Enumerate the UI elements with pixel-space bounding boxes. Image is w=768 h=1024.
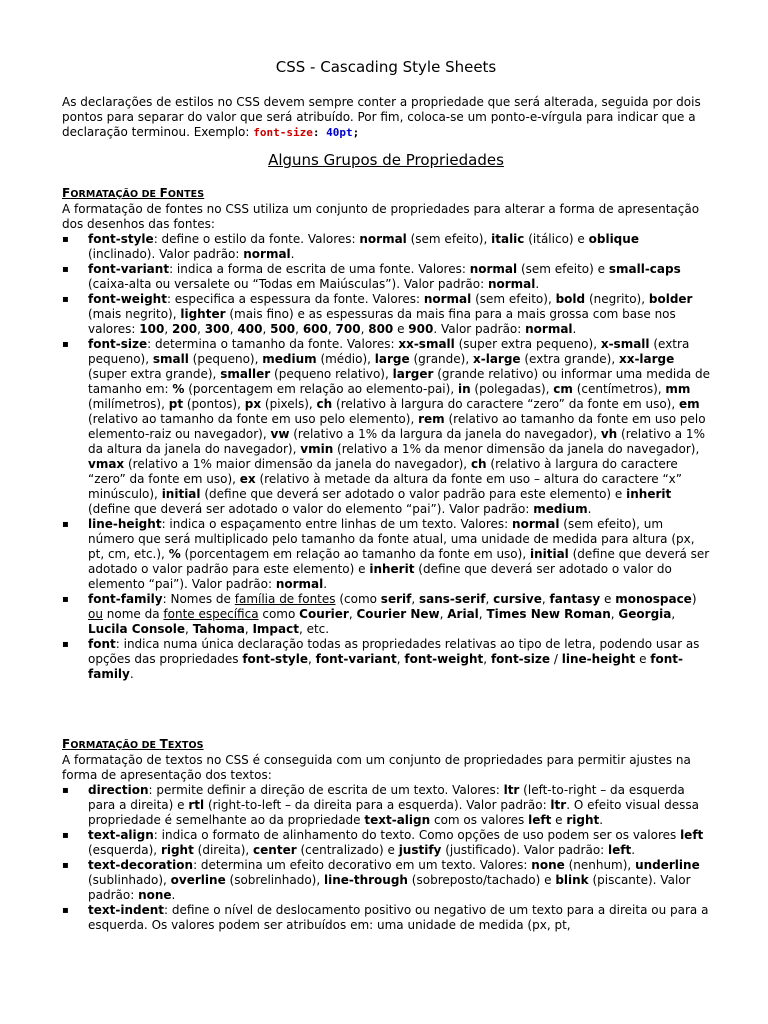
fonts-section-heading (62, 186, 710, 202)
bullet-icon: ▪ (62, 785, 69, 796)
texts-section-heading (62, 737, 710, 753)
fonts-section-intro: A formatação de fontes no CSS utiliza um conjunto de propriedades para alterar a forma de apresentação dos desenhos das fontes: (62, 202, 700, 231)
code-semicolon: ; (352, 126, 360, 139)
heading-initial: F (62, 737, 71, 751)
bullet-icon: ▪ (62, 339, 69, 350)
code-colon: : (312, 126, 320, 139)
code-property: font-size (253, 126, 313, 139)
list-item-direction: ▪ direction: permite definir a direção de escrita de um texto. Valores: ltr (left-to-right – da esquerda para a direita) e rtl (right-to-left – da direita para a esquerda). Valor padrão: ltr. O efeito visual dessa propriedade é semelhante ao da propriedade text-align com os valores left e right. (62, 783, 699, 827)
bullet-icon: ▪ (62, 519, 69, 530)
list-item-font-variant: ▪ font-variant: indica a forma de escrita de uma fonte. Valores: normal (sem efeito) e small-caps (caixa-alta ou versalete ou “Todas em Maiúsculas”). Valor padrão: normal. (62, 262, 681, 291)
bullet-icon: ▪ (62, 830, 69, 841)
bullet-icon: ▪ (62, 294, 69, 305)
code-example (253, 126, 359, 139)
bullet-icon: ▪ (62, 860, 69, 871)
texts-section (62, 737, 710, 933)
intro-text: As declarações de estilos no CSS devem sempre conter a propriedade que será alterada, seguida por dois pontos para separar do valor que será atribuído. Por fim, coloca-se um ponto-e-vírgula para indicar que a declaração terminou. Exemplo: (62, 95, 701, 139)
list-item-font-family: ▪ font-family: Nomes de família de fontes (como serif, sans-serif, cursive, fantasy e monospace) ou nome da fonte específica como Courier, Courier New, Arial, Times New Roman, Georgia, Lucila Console, Tahoma, Impact, etc. (62, 592, 697, 636)
list-item-text-indent: ▪ text-indent: define o nível de deslocamento positivo ou negativo de um texto para a direita ou para a esquerda. Os valores podem ser atribuídos em: uma unidade de medida (px, pt, (62, 903, 709, 932)
fonts-property-list (62, 232, 710, 682)
fonts-section (62, 186, 710, 682)
code-value: 40pt (326, 126, 353, 139)
heading-smallcaps: ORMATAÇÃO DE (70, 740, 160, 751)
list-item-font-size: ▪ font-size: determina o tamanho da fonte. Valores: xx-small (super extra pequeno), x-small (extra pequeno), small (pequeno), medium (médio), large (grande), x-large (extra grande), xx-large (super extra grande), smaller (pequeno relativo), larger (grande relativo) ou informar uma medida de tamanho em: % (porcentagem em relação ao elemento-pai), in (polegadas), cm (centímetros), mm (milímetros), pt (pontos), px (pixels), ch (relativo à largura do caractere “zero” da fonte em uso), em (relativo ao tamanho da fonte em uso pelo elemento), rem (relativo ao tamanho da fonte em uso pelo elemento-raiz ou navegador), vw (relativo a 1% da largura da janela do navegador), vh (relativo a 1% da altura da janela do navegador), vmin (relativo a 1% da menor dimensão da janela do navegador), vmax (relativo a 1% maior dimensão da janela do navegador), ch (relativo à largura do caractere “zero” da fonte em uso), ex (relativo à metade da altura da fonte em uso – altura do caractere “x” minúsculo), initial (define que deverá ser adotado o valor padrão para este elemento) e inherit (define que deverá ser adotado o valor do elemento “pai”). Valor padrão: medium. (62, 337, 710, 516)
list-item-font-style: ▪ font-style: define o estilo da fonte. Valores: normal (sem efeito), italic (itálico) e oblique (inclinado). Valor padrão: normal. (62, 232, 639, 261)
heading-smallcaps: ORMATAÇÃO DE (70, 189, 160, 200)
heading-smallcaps: ONTES (167, 189, 205, 200)
heading-smallcaps: EXTOS (167, 740, 204, 751)
bullet-icon: ▪ (62, 594, 69, 605)
list-item-text-align: ▪ text-align: indica o formato de alinhamento do texto. Como opções de uso podem ser os valores left (esquerda), right (direita), center (centralizado) e justify (justificado). Valor padrão: left. (62, 828, 704, 857)
list-item-line-height: ▪ line-height: indica o espaçamento entre linhas de um texto. Valores: normal (sem efeito), um número que será multiplicado pelo tamanho da fonte atual, uma unidade de medida para altura (px, pt, cm, etc.), % (porcentagem em relação ao tamanho da fonte em uso), initial (define que deverá ser adotado o valor padrão para este elemento) e inherit (define que deverá ser adotado o valor do elemento “pai”). Valor padrão: normal. (62, 517, 710, 591)
heading-initial: F (62, 186, 71, 200)
groups-title: Alguns Grupos de Propriedades (268, 151, 504, 169)
list-item-font: ▪ font: indica numa única declaração todas as propriedades relativas ao tipo de letra, podendo usar as opções das propriedades font-style, font-variant, font-weight, font-size / line-height e font-family. (62, 637, 700, 681)
texts-property-list (62, 783, 710, 933)
heading-initial: F (159, 186, 168, 200)
list-item-font-weight: ▪ font-weight: especifica a espessura da fonte. Valores: normal (sem efeito), bold (negrito), bolder (mais negrito), lighter (mais fino) e as espessuras da mais fina para a mais grossa com base nos valores: 100, 200, 300, 400, 500, 600, 700, 800 e 900. Valor padrão: normal. (62, 292, 693, 336)
heading-initial: T (159, 737, 168, 751)
bullet-icon: ▪ (62, 234, 69, 245)
intro-paragraph (62, 95, 710, 140)
texts-section-intro: A formatação de textos no CSS é conseguida com um conjunto de propriedades para permitir ajustes na forma de apresentação dos textos: (62, 753, 691, 782)
page-title: CSS - Cascading Style Sheets (275, 58, 497, 76)
link-fonte-especifica[interactable]: fonte específica (163, 607, 259, 621)
bullet-icon: ▪ (62, 639, 69, 650)
link-familia-de-fontes[interactable]: família de fontes (234, 592, 336, 606)
list-item-text-decoration: ▪ text-decoration: determina um efeito decorativo em um texto. Valores: none (nenhum), underline (sublinhado), overline (sobrelinhado), line-through (sobreposto/tachado) e blink (piscante). Valor padrão: none. (62, 858, 700, 902)
bullet-icon: ▪ (62, 264, 69, 275)
bullet-icon: ▪ (62, 905, 69, 916)
